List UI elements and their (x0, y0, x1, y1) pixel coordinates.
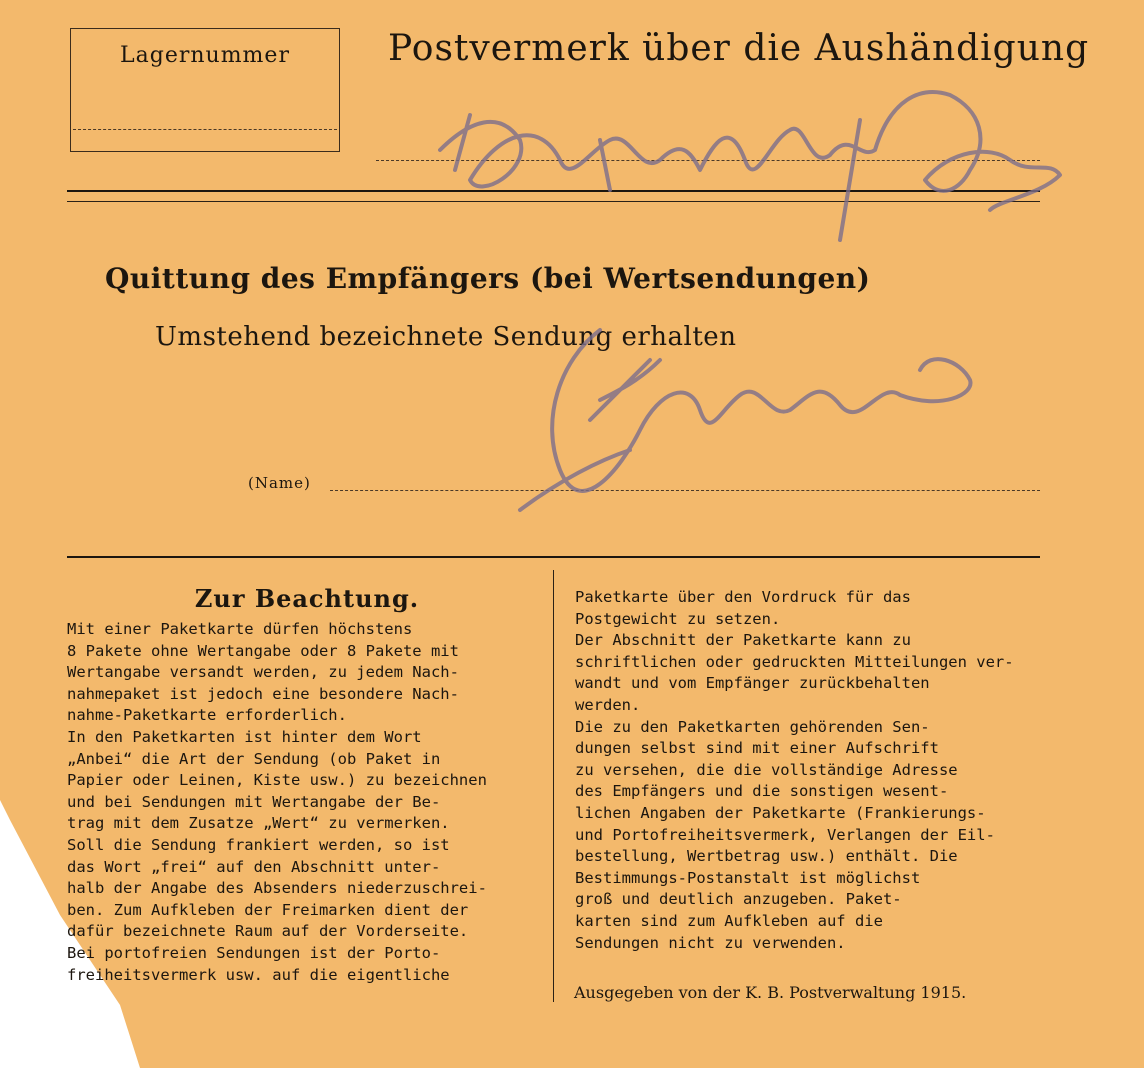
notice-line: Sendungen nicht zu verwenden. (575, 933, 846, 952)
notice-line: des Empfängers und die sonstigen wesent- (575, 782, 949, 801)
section-rule-bottom (67, 556, 1040, 558)
notice-right-column (575, 587, 1038, 954)
notice-line: werden. (575, 695, 641, 714)
notice-title: Zur Beachtung. (194, 584, 420, 613)
notice-line: Postgewicht zu setzen. (575, 609, 781, 628)
post-note-title: Postvermerk über die Aushändigung (388, 28, 1090, 69)
receipt-title: Quittung des Empfängers (bei Wertsendungen) (105, 262, 871, 295)
notice-line: dafür bezeichnete Raum auf der Vorderseite. (67, 922, 469, 941)
notice-line: lichen Angaben der Paketkarte (Frankierungs- (575, 803, 986, 822)
notice-left-column (67, 619, 534, 986)
notice-line: freiheitsvermerk usw. auf die eigentliche (67, 965, 450, 984)
notice-line: Paketkarte über den Vordruck für das (575, 588, 911, 606)
notice-line: zu versehen, die die vollständige Adresse (575, 760, 958, 779)
notice-line: Mit einer Paketkarte dürfen höchstens (67, 620, 413, 638)
notice-line: „Anbei“ die Art der Sendung (ob Paket in (67, 749, 441, 768)
notice-line: dungen selbst sind mit einer Aufschrift (575, 739, 939, 758)
notice-line: halb der Angabe des Absenders niederzuschrei- (67, 879, 487, 898)
notice-line: Soll die Sendung frankiert werden, so ist (67, 835, 450, 854)
notice-line: groß und deutlich anzugeben. Paket- (575, 890, 902, 909)
section-rule-thin (67, 201, 1040, 202)
post-note-dotted-line (376, 160, 1040, 161)
section-rule-top (67, 190, 1040, 192)
notice-line: Bestimmungs-Postanstalt ist möglichst (575, 868, 921, 887)
column-divider (553, 570, 554, 1002)
notice-line: schriftlichen oder gedruckten Mitteilungen ver- (575, 652, 1014, 671)
stock-number-label: Lagernummer (120, 43, 290, 68)
name-label: (Name) (248, 474, 311, 492)
notice-line: und Portofreiheitsvermerk, Verlangen der Eil- (575, 825, 995, 844)
notice-line: Der Abschnitt der Paketkarte kann zu (575, 631, 911, 650)
notice-line: Papier oder Leinen, Kiste usw.) zu bezeichnen (67, 771, 487, 790)
notice-line: In den Paketkarten ist hinter dem Wort (67, 727, 422, 746)
notice-line: Bei portofreien Sendungen ist der Porto- (67, 943, 441, 962)
receipt-subtitle: Umstehend bezeichnete Sendung erhalten (155, 322, 737, 352)
notice-line: bestellung, Wertbetrag usw.) enthält. Die (575, 847, 958, 866)
stock-number-dotted-line (73, 129, 337, 130)
notice-line: trag mit dem Zusatze „Wert“ zu vermerken. (67, 814, 450, 833)
notice-line: nahme-Paketkarte erforderlich. (67, 706, 347, 725)
name-dotted-line (330, 490, 1040, 491)
notice-line: 8 Pakete ohne Wertangabe oder 8 Pakete mit (67, 641, 459, 660)
notice-line: Die zu den Paketkarten gehörenden Sen- (575, 717, 930, 736)
notice-line: Wertangabe versandt werden, zu jedem Nach- (67, 663, 459, 682)
stock-number-box (70, 28, 340, 152)
notice-line: ben. Zum Aufkleben der Freimarken dient der (67, 900, 469, 919)
notice-line: und bei Sendungen mit Wertangabe der Be- (67, 792, 441, 811)
notice-line: nahmepaket ist jedoch eine besondere Nach- (67, 684, 459, 703)
notice-line: wandt und vom Empfänger zurückbehalten (575, 674, 930, 693)
issuer-footer: Ausgegeben von der K. B. Postverwaltung 1915. (574, 983, 967, 1002)
notice-line: das Wort „frei“ auf den Abschnitt unter- (67, 857, 441, 876)
notice-line: karten sind zum Aufkleben auf die (575, 911, 883, 930)
